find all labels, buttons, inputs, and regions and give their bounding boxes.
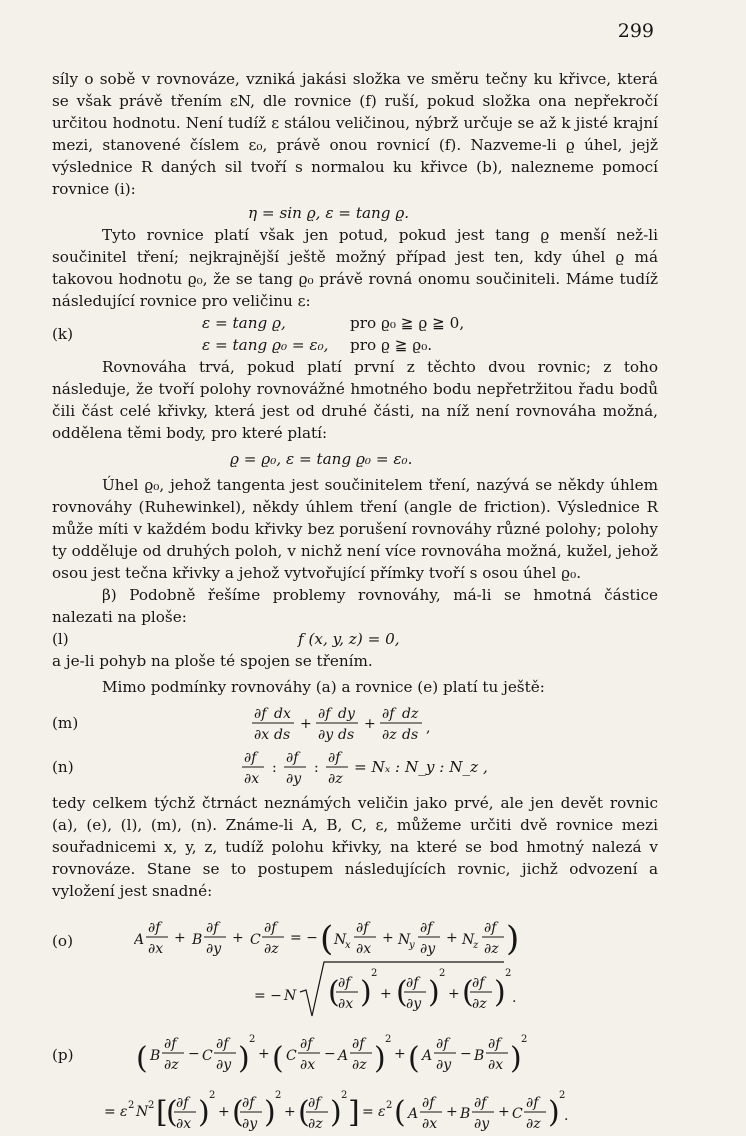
svg-text:+: + bbox=[446, 930, 458, 946]
svg-text:(: ( bbox=[136, 1041, 148, 1076]
svg-text:+: + bbox=[258, 1046, 270, 1062]
svg-text:∂f: ∂f bbox=[436, 1036, 449, 1052]
svg-text:∂f: ∂f bbox=[474, 1095, 487, 1111]
svg-text:∂y: ∂y bbox=[474, 1116, 490, 1132]
equation-k-line-1 bbox=[52, 312, 658, 334]
svg-text:∂f: ∂f bbox=[244, 750, 257, 766]
svg-text:dx: dx bbox=[274, 706, 291, 722]
svg-text:): ) bbox=[428, 975, 440, 1010]
svg-text:ds: ds bbox=[402, 727, 419, 743]
svg-text:+: + bbox=[394, 1046, 406, 1062]
equation-n-label: (n) bbox=[52, 758, 74, 776]
svg-text:N: N bbox=[398, 932, 411, 948]
svg-text:C: C bbox=[202, 1048, 213, 1064]
svg-text:2: 2 bbox=[275, 1090, 282, 1101]
svg-text:B: B bbox=[150, 1048, 161, 1064]
equation-k-line-1-expr: ε = tang ϱ, bbox=[202, 314, 286, 332]
svg-text:∂f: ∂f bbox=[148, 920, 161, 936]
svg-text:∂x: ∂x bbox=[488, 1057, 504, 1073]
svg-text:+: + bbox=[380, 986, 392, 1002]
svg-text:∂x: ∂x bbox=[254, 727, 270, 743]
svg-text:(: ( bbox=[328, 975, 340, 1010]
svg-text:.: . bbox=[512, 990, 517, 1006]
svg-text:= −: = − bbox=[254, 988, 282, 1004]
svg-text:ε: ε bbox=[378, 1104, 386, 1120]
svg-text:N: N bbox=[334, 932, 347, 948]
svg-text:x: x bbox=[345, 940, 351, 951]
paragraph-2: Tyto rovnice platí však jen potud, pokud jest tang ϱ menší než-li součinitel tření; nejkrajnější ještě možný případ jest ten, kdy úhel ϱ má takovou hodnotu ϱ₀, že se tang ϱ₀ právě rovná onomu součiniteli. Máme tudíž následující rovnice pro veličinu ε: bbox=[52, 226, 658, 310]
paragraph-7: Mimo podmínky rovnováhy (a) a rovnice (e) platí tu ještě: bbox=[102, 678, 545, 696]
svg-text::: : bbox=[272, 760, 277, 776]
svg-text:(: ( bbox=[408, 1041, 420, 1076]
svg-text:∂f: ∂f bbox=[264, 920, 277, 936]
equation-limit-text: ϱ = ϱ₀, ε = tang ϱ₀ = ε₀. bbox=[230, 450, 413, 468]
svg-text:∂y: ∂y bbox=[216, 1057, 232, 1073]
equation-i-text: η = sin ϱ, ε = tang ϱ. bbox=[248, 204, 410, 222]
svg-text:): ) bbox=[494, 975, 506, 1010]
paragraph-5: β) Podobně řešíme problemy rovnováhy, má-li se hmotná částice nalezati na ploše: bbox=[52, 586, 658, 626]
svg-text:(: ( bbox=[272, 1041, 284, 1076]
equation-o-formula bbox=[134, 910, 604, 1028]
svg-text:A: A bbox=[134, 932, 145, 948]
svg-text:y: y bbox=[409, 940, 415, 951]
svg-text:.: . bbox=[564, 1108, 569, 1124]
svg-text:+: + bbox=[382, 930, 394, 946]
svg-text:∂z: ∂z bbox=[264, 941, 279, 957]
svg-text:−: − bbox=[324, 1046, 336, 1062]
svg-text::: : bbox=[314, 760, 319, 776]
svg-text:2: 2 bbox=[385, 1034, 392, 1045]
svg-text:2: 2 bbox=[128, 1100, 135, 1111]
svg-text:B: B bbox=[192, 932, 203, 948]
svg-text:∂y: ∂y bbox=[286, 771, 302, 787]
svg-text:(: ( bbox=[462, 975, 474, 1010]
svg-text:∂x: ∂x bbox=[356, 941, 372, 957]
svg-text:∂f: ∂f bbox=[484, 920, 497, 936]
svg-text:2: 2 bbox=[341, 1090, 348, 1101]
paragraph-4: Úhel ϱ₀, jehož tangenta jest součinitelem tření, nazývá se někdy úhlem rovnováhy (Ruhewinkel), někdy úhlem tření (angle de friction). Výslednice R může míti v každém bodu křivky bez porušení rovnováhy různé polohy; polohy ty odděluje od druhých poloh, v nichž není více rovnováha možná, kužel, jehož osou jest tečna křivky a jehož vytvořující přímky tvoří s osou úhel ϱ₀. bbox=[52, 476, 658, 582]
svg-text:∂x: ∂x bbox=[148, 941, 164, 957]
svg-text:+: + bbox=[174, 930, 186, 946]
svg-text:N: N bbox=[136, 1104, 149, 1120]
svg-text:2: 2 bbox=[371, 968, 378, 979]
svg-text:∂z: ∂z bbox=[472, 996, 487, 1012]
page-body bbox=[52, 68, 658, 1136]
svg-text:+: + bbox=[364, 716, 376, 732]
svg-text:,: , bbox=[426, 720, 431, 736]
svg-text:2: 2 bbox=[559, 1090, 566, 1101]
equation-n bbox=[52, 746, 658, 792]
svg-text:−: − bbox=[188, 1046, 200, 1062]
svg-text:∂y: ∂y bbox=[242, 1116, 258, 1132]
svg-text:∂f: ∂f bbox=[488, 1036, 501, 1052]
svg-text:∂x: ∂x bbox=[338, 996, 354, 1012]
equation-n-fractions bbox=[240, 746, 370, 790]
svg-text:+: + bbox=[218, 1104, 230, 1120]
svg-text:2: 2 bbox=[439, 968, 446, 979]
svg-text:A: A bbox=[422, 1048, 433, 1064]
svg-text:): ) bbox=[360, 975, 372, 1010]
svg-text:2: 2 bbox=[209, 1090, 216, 1101]
equation-p-label: (p) bbox=[52, 1046, 74, 1064]
equation-k-line-1-condition: pro ϱ₀ ≧ ϱ ≧ 0, bbox=[350, 314, 465, 332]
svg-text:ds: ds bbox=[274, 727, 291, 743]
svg-text:∂z: ∂z bbox=[526, 1116, 541, 1132]
svg-text:∂z: ∂z bbox=[382, 727, 397, 743]
svg-text:∂z: ∂z bbox=[328, 771, 343, 787]
svg-text:]: ] bbox=[348, 1095, 360, 1130]
page-number: 299 bbox=[617, 20, 654, 42]
equation-p bbox=[52, 1032, 658, 1136]
svg-text:∂f: ∂f bbox=[420, 920, 433, 936]
svg-text:∂x: ∂x bbox=[422, 1116, 438, 1132]
equation-k-label: (k) bbox=[52, 325, 74, 343]
svg-text:∂f: ∂f bbox=[176, 1095, 189, 1111]
svg-text:∂y: ∂y bbox=[206, 941, 222, 957]
svg-text:+: + bbox=[284, 1104, 296, 1120]
svg-text:C: C bbox=[512, 1106, 523, 1122]
equation-l-label: (l) bbox=[52, 630, 69, 648]
svg-text:(: ( bbox=[394, 1095, 406, 1130]
equation-l bbox=[52, 628, 658, 650]
svg-text:): ) bbox=[238, 1041, 250, 1076]
svg-text:∂f: ∂f bbox=[338, 975, 351, 991]
svg-text:∂f: ∂f bbox=[254, 706, 267, 722]
svg-text:ds: ds bbox=[338, 727, 355, 743]
svg-text:∂f: ∂f bbox=[328, 750, 341, 766]
svg-text:(: ( bbox=[320, 919, 334, 959]
equation-o bbox=[52, 910, 658, 1028]
svg-text:dy: dy bbox=[338, 706, 355, 722]
svg-text:=: = bbox=[104, 1104, 116, 1120]
svg-text:∂z: ∂z bbox=[164, 1057, 179, 1073]
svg-text:z: z bbox=[473, 940, 479, 951]
svg-text:∂f: ∂f bbox=[422, 1095, 435, 1111]
svg-text:(: ( bbox=[396, 975, 408, 1010]
svg-text:= −: = − bbox=[290, 930, 318, 946]
equation-n-rhs: = Nₓ : N_y : N_z , bbox=[354, 758, 488, 776]
svg-text:B: B bbox=[460, 1106, 471, 1122]
svg-text:∂f: ∂f bbox=[318, 706, 331, 722]
svg-text:+: + bbox=[498, 1104, 510, 1120]
equation-i bbox=[52, 202, 658, 224]
svg-text:∂f: ∂f bbox=[308, 1095, 321, 1111]
svg-text:2: 2 bbox=[148, 1100, 155, 1111]
svg-text:∂f: ∂f bbox=[526, 1095, 539, 1111]
svg-text:C: C bbox=[250, 932, 261, 948]
svg-text:): ) bbox=[330, 1095, 342, 1130]
svg-text:+: + bbox=[448, 986, 460, 1002]
equation-l-expr: f (x, y, z) = 0, bbox=[298, 630, 400, 648]
svg-text:B: B bbox=[474, 1048, 485, 1064]
svg-text:2: 2 bbox=[505, 968, 512, 979]
svg-text:∂f: ∂f bbox=[406, 975, 419, 991]
svg-text:∂f: ∂f bbox=[216, 1036, 229, 1052]
svg-text:): ) bbox=[264, 1095, 276, 1130]
svg-text:+: + bbox=[300, 716, 312, 732]
equation-k-line-2-expr: ε = tang ϱ₀ = ε₀, bbox=[202, 336, 329, 354]
svg-text:∂y: ∂y bbox=[318, 727, 334, 743]
svg-text:∂z: ∂z bbox=[484, 941, 499, 957]
equation-m-label: (m) bbox=[52, 714, 79, 732]
svg-text:∂f: ∂f bbox=[164, 1036, 177, 1052]
svg-text:A: A bbox=[408, 1106, 419, 1122]
paragraph-3: Rovnováha trvá, pokud platí první z těchto dvou rovnic; z toho následuje, že tvoří polohy rovnovážné hmotného bodu nepřetržitou řadu bodů čili část celé křivky, která jest od druhé části, na níž není rovnováha možná, oddělena těmi body, pro které platí: bbox=[52, 358, 658, 442]
svg-text:∂x: ∂x bbox=[300, 1057, 316, 1073]
svg-text:∂f: ∂f bbox=[242, 1095, 255, 1111]
paragraph-8: tedy celkem týchž čtrnáct neznámých veličin jako prvé, ale jen devět rovnic (a), (e), (l), (m), (n). Známe-li A, B, C, ε, můžeme určiti dvě rovnice mezi souřadnicemi x, y, z, tudíž polohu křivky, na které se bod hmotný nalezá v rovnováze. Stane se to postupem následujících rovnic, jichž odvození a vyložení jest snadné: bbox=[52, 794, 658, 900]
equation-p-formula bbox=[92, 1032, 652, 1136]
svg-text:): ) bbox=[506, 919, 520, 959]
svg-text:2: 2 bbox=[249, 1034, 256, 1045]
svg-text:=: = bbox=[362, 1104, 374, 1120]
svg-text:(: ( bbox=[232, 1095, 244, 1130]
svg-text:dz: dz bbox=[402, 706, 419, 722]
svg-text:+: + bbox=[446, 1104, 458, 1120]
svg-text:): ) bbox=[374, 1041, 386, 1076]
svg-text:C: C bbox=[286, 1048, 297, 1064]
equation-limit bbox=[52, 448, 658, 470]
svg-text:∂z: ∂z bbox=[352, 1057, 367, 1073]
equation-m bbox=[52, 702, 658, 746]
svg-text:): ) bbox=[198, 1095, 210, 1130]
svg-text:∂y: ∂y bbox=[436, 1057, 452, 1073]
svg-text:−: − bbox=[460, 1046, 472, 1062]
svg-text:∂f: ∂f bbox=[472, 975, 485, 991]
svg-text:∂z: ∂z bbox=[308, 1116, 323, 1132]
svg-text:+: + bbox=[232, 930, 244, 946]
svg-text:2: 2 bbox=[521, 1034, 528, 1045]
svg-text:∂f: ∂f bbox=[352, 1036, 365, 1052]
equation-k-line-2 bbox=[52, 325, 658, 356]
svg-text:∂x: ∂x bbox=[176, 1116, 192, 1132]
svg-text:N: N bbox=[462, 932, 475, 948]
svg-text:ε: ε bbox=[120, 1104, 128, 1120]
svg-text:∂f: ∂f bbox=[382, 706, 395, 722]
svg-text:∂y: ∂y bbox=[406, 996, 422, 1012]
equation-o-label: (o) bbox=[52, 932, 73, 950]
svg-text:∂f: ∂f bbox=[356, 920, 369, 936]
paragraph-1: síly o sobě v rovnováze, vzniká jakási složka ve směru tečny ku křivce, která se však právě třením εN, dle rovnice (f) ruší, pokud složka ona nepřekročí určitou hodnotu. Není tudíž ε stálou veličinou, nýbrž určuje se až k jisté krajní mezi, stanovené číslem ε₀, právě onou rovnicí (f). Nazveme-li ϱ úhel, jejž výslednice R daných sil tvoří s normalou ku křivce (b), nalezneme pomocí rovnice (i): bbox=[52, 70, 658, 198]
svg-text:2: 2 bbox=[386, 1100, 393, 1111]
svg-text:): ) bbox=[510, 1041, 522, 1076]
svg-text:(: ( bbox=[166, 1095, 178, 1130]
svg-text:A: A bbox=[338, 1048, 349, 1064]
svg-text:N: N bbox=[284, 988, 297, 1004]
equation-k-line-2-condition: pro ϱ ≧ ϱ₀. bbox=[350, 336, 433, 354]
equation-m-formula bbox=[250, 702, 450, 746]
svg-text:[: [ bbox=[156, 1095, 168, 1130]
svg-text:∂f: ∂f bbox=[206, 920, 219, 936]
svg-text:): ) bbox=[548, 1095, 560, 1130]
svg-text:(: ( bbox=[298, 1095, 310, 1130]
svg-text:∂f: ∂f bbox=[300, 1036, 313, 1052]
svg-text:∂y: ∂y bbox=[420, 941, 436, 957]
svg-text:∂x: ∂x bbox=[244, 771, 260, 787]
svg-text:∂f: ∂f bbox=[286, 750, 299, 766]
paragraph-6: a je-li pohyb na ploše té spojen se třením. bbox=[52, 652, 373, 670]
